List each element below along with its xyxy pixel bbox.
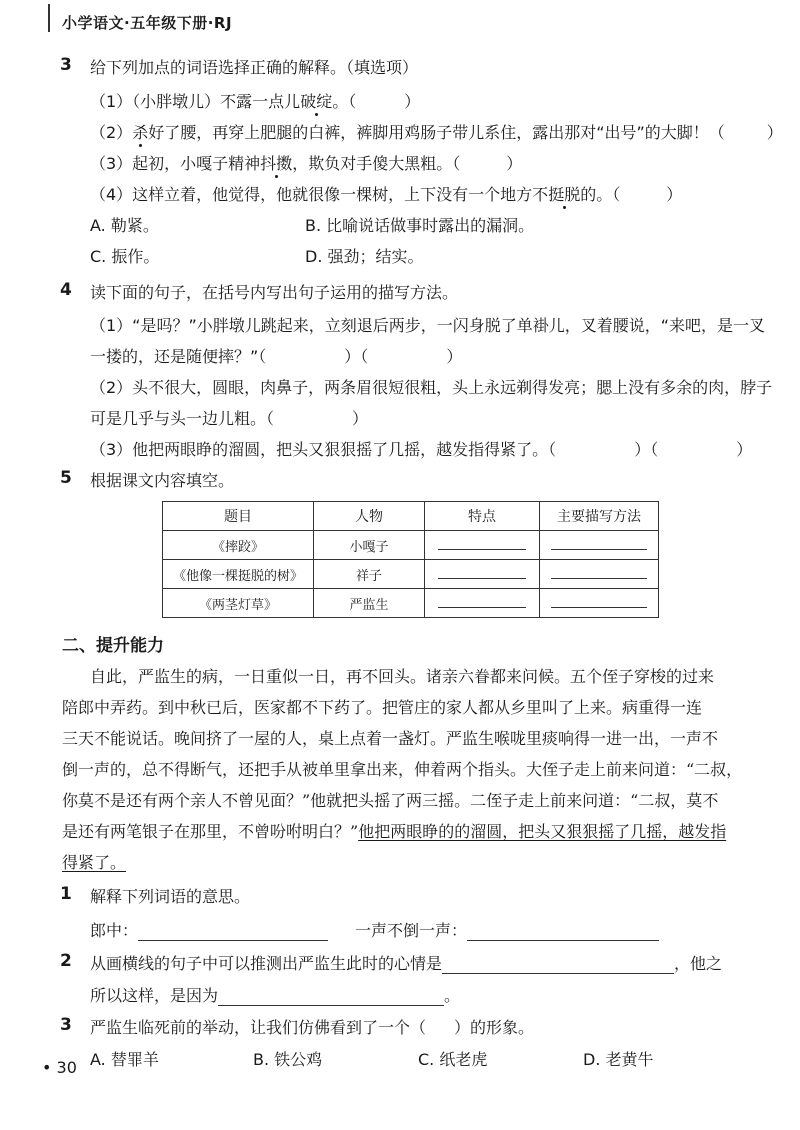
q3-option-c: C. 振作。 bbox=[90, 247, 160, 266]
underlined-sentence-end: 得紧了。 bbox=[62, 853, 127, 872]
answer-blank[interactable] bbox=[218, 989, 444, 1006]
subquestion-1-title: 解释下列词语的意思。 bbox=[90, 887, 251, 906]
table-header: 主要描写方法 bbox=[540, 502, 659, 531]
q4-item-2-line1: （2）头不很大，圆眼，肉鼻子，两条眉很短很粗，头上永远剃得发亮；腮上没有多余的肉，脖子 bbox=[90, 378, 773, 397]
question-3-number: 3 bbox=[60, 55, 72, 75]
passage-line: 是还有两笔银子在那里，不曾吩咐明白？”他把两眼睁的的溜圆，把头又狠狠摇了几摇，越发指 bbox=[62, 822, 727, 841]
q4-item-1-line1: （1）“是吗？”小胖墩儿跳起来，立刻退后两步，一闪身脱了单褂儿，叉着腰说，“来吧，是一叉 bbox=[90, 316, 766, 335]
header-divider bbox=[48, 4, 50, 32]
q3-item-1: （1）（小胖墩儿）不露一点儿破绽。（ ） bbox=[90, 92, 421, 111]
table-row bbox=[163, 589, 659, 618]
subquestion-2-line1: 从画横线的句子中可以推测出严监生此时的心情是 ，他之 bbox=[90, 954, 723, 973]
subquestion-1-number: 1 bbox=[60, 884, 72, 904]
answer-blank[interactable] bbox=[540, 531, 659, 560]
question-5-title: 根据课文内容填空。 bbox=[90, 471, 235, 490]
fill-in-table bbox=[162, 501, 659, 618]
term-yishengbudao: 一声不倒一声： bbox=[355, 918, 659, 941]
q4-item-3: （3）他把两眼睁的溜圆，把头又狠狠摇了几摇，越发指得紧了。（ ）（ ） bbox=[90, 440, 753, 459]
table-cell-person: 严监生 bbox=[314, 589, 425, 618]
passage-line: 倒一声的，总不得断气，还把手从被单里拿出来，伸着两个指头。大侄子走上前来问道：“二叔， bbox=[62, 760, 743, 779]
q3-item-4: （4）这样立着，他觉得，他就很像一棵树，上下没有一个地方不挺脱的。（ ） bbox=[90, 185, 683, 204]
section-title: 二、提升能力 bbox=[62, 636, 164, 656]
passage-line: 陪郎中弄药。到中秋已后，医家都不下药了。把管庄的家人都从乡里叫了上来。病重得一连 bbox=[62, 698, 703, 717]
question-5-number: 5 bbox=[60, 468, 72, 488]
subquestion-2-number: 2 bbox=[60, 951, 72, 971]
subquestion-3-title: 严监生临死前的举动，让我们仿佛看到了一个（ ）的形象。 bbox=[90, 1018, 535, 1037]
passage-line: 你莫不是还有两个亲人不曾见面？”他就把头摇了两三摇。二侄子走上前来问道：“二叔，莫不 bbox=[62, 791, 719, 810]
table-header: 特点 bbox=[425, 502, 540, 531]
table-row bbox=[163, 560, 659, 589]
page-number: • 30 bbox=[42, 1058, 77, 1077]
page-header: 小学语文·五年级下册·RJ bbox=[62, 14, 233, 32]
q3-option-d: D. 强劲；结实。 bbox=[305, 247, 424, 266]
table-cell-title: 《两茎灯草》 bbox=[163, 589, 314, 618]
question-4-number: 4 bbox=[60, 280, 72, 300]
table-header: 题目 bbox=[163, 502, 314, 531]
answer-blank[interactable] bbox=[540, 589, 659, 618]
q3-option-a: A. 勒紧。 bbox=[90, 216, 159, 235]
p3-option-a: A. 替罪羊 bbox=[90, 1050, 159, 1069]
subquestion-2-line2: 所以这样，是因为 。 bbox=[90, 986, 461, 1005]
p3-option-c: C. 纸老虎 bbox=[418, 1050, 488, 1069]
p3-option-d: D. 老黄牛 bbox=[583, 1050, 654, 1069]
answer-blank[interactable] bbox=[138, 924, 328, 941]
answer-blank[interactable] bbox=[425, 560, 540, 589]
table-header-row bbox=[163, 502, 659, 531]
table-cell-person: 祥子 bbox=[314, 560, 425, 589]
passage-line: 自此，严监生的病，一日重似一日，再不回头。诸亲六眷都来问候。五个侄子穿梭的过来 bbox=[90, 667, 715, 686]
underlined-sentence: 他把两眼睁的的溜圆，把头又狠狠摇了几摇，越发指 bbox=[358, 822, 727, 841]
table-row bbox=[163, 531, 659, 560]
question-3-title: 给下列加点的词语选择正确的解释。（填选项） bbox=[90, 58, 419, 77]
q3-item-2: （2）杀好了腰，再穿上肥腿的白裤，裤脚用鸡肠子带儿系住，露出那对“出号”的大脚！（ ） bbox=[90, 123, 783, 142]
answer-blank[interactable] bbox=[442, 957, 674, 974]
term-langzhong: 郎中： bbox=[90, 918, 328, 941]
q4-item-1-line2: 一搂的，还是随便摔？”（ ）（ ） bbox=[90, 347, 463, 366]
table-header: 人物 bbox=[314, 502, 425, 531]
answer-blank[interactable] bbox=[425, 531, 540, 560]
table-cell-title: 《他像一棵挺脱的树》 bbox=[163, 560, 314, 589]
answer-blank[interactable] bbox=[425, 589, 540, 618]
p3-option-b: B. 铁公鸡 bbox=[253, 1050, 323, 1069]
q3-option-b: B. 比喻说话做事时露出的漏洞。 bbox=[305, 216, 535, 235]
passage-line bbox=[62, 850, 126, 873]
table-cell-title: 《摔跤》 bbox=[163, 531, 314, 560]
table-cell-person: 小嘎子 bbox=[314, 531, 425, 560]
q4-item-2-line2: 可是几乎与头一边儿粗。（ ） bbox=[90, 409, 369, 428]
passage-line: 三天不能说话。晚间挤了一屋的人，桌上点着一盏灯。严监生喉咙里痰响得一进一出，一声不 bbox=[62, 729, 719, 748]
answer-blank[interactable] bbox=[540, 560, 659, 589]
subquestion-3-number: 3 bbox=[60, 1015, 72, 1035]
answer-blank[interactable] bbox=[467, 924, 659, 941]
question-4-title: 读下面的句子，在括号内写出句子运用的描写方法。 bbox=[90, 283, 459, 302]
q3-item-3: （3）起初，小嘎子精神抖擞，欺负对手傻大黑粗。（ ） bbox=[90, 154, 523, 173]
